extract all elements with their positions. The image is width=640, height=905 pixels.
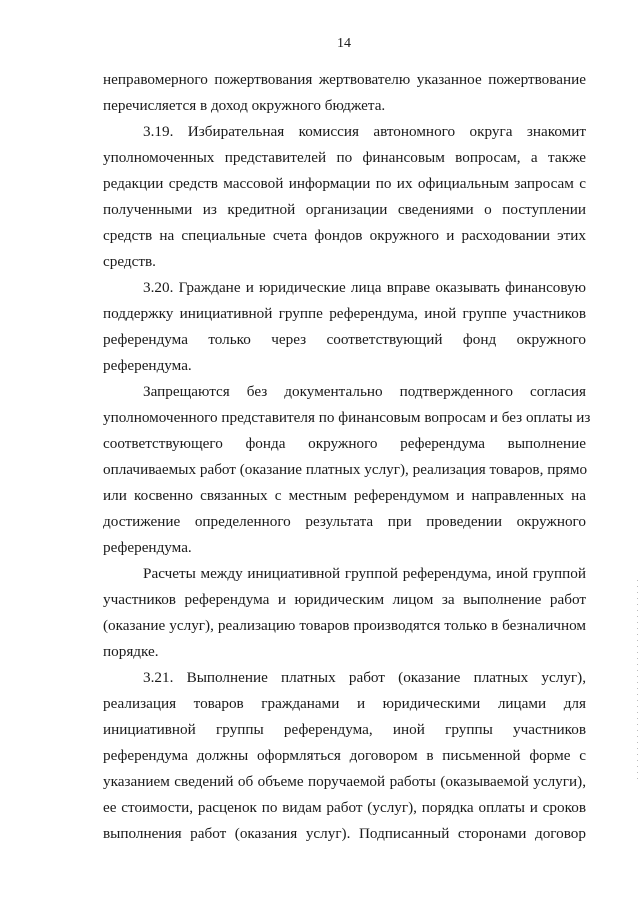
text-line: участников референдума и юридическим лицом за выполнение работ xyxy=(103,591,586,608)
scan-edge-artifact xyxy=(637,580,638,780)
text-line: референдума. xyxy=(103,539,192,556)
text-line: Запрещаются без документально подтвержденного согласия xyxy=(143,383,586,400)
text-line: указанием сведений об объеме поручаемой работы (оказываемой услуги), xyxy=(103,773,586,790)
text-line: 3.20. Граждане и юридические лица вправе оказывать финансовую xyxy=(143,279,586,296)
text-line: средств на специальные счета фондов окружного и расходовании этих xyxy=(103,227,586,244)
text-line: 3.21. Выполнение платных работ (оказание платных услуг), xyxy=(143,669,586,686)
text-line: редакции средств массовой информации по их официальным запросам с xyxy=(103,175,586,192)
text-line: референдума должны оформляться договором в письменной форме с xyxy=(103,747,586,764)
paragraph xyxy=(103,561,586,665)
text-line: реализация товаров гражданами и юридическими лицами для xyxy=(103,695,586,712)
page-number: 14 xyxy=(337,36,351,51)
document-body xyxy=(103,67,591,847)
text-line: или косвенно связанных с местным референдумом и направленных на xyxy=(103,487,586,504)
text-line: 3.19. Избирательная комиссия автономного округа знакомит xyxy=(143,123,586,140)
text-line: уполномоченных представителей по финансовым вопросам, а также xyxy=(103,149,586,166)
paragraph xyxy=(103,665,586,847)
text-line: средств. xyxy=(103,253,156,270)
paragraph xyxy=(103,67,586,119)
text-line: Расчеты между инициативной группой референдума, иной группой xyxy=(143,565,586,582)
text-line: уполномоченного представителя по финансовым вопросам и без оплаты из xyxy=(103,409,591,426)
paragraph xyxy=(103,275,586,379)
text-line: достижение определенного результата при проведении окружного xyxy=(103,513,586,530)
text-line: референдума только через соответствующий фонд окружного xyxy=(103,331,586,348)
text-line: ее стоимости, расценок по видам работ (услуг), порядка оплаты и сроков xyxy=(103,799,586,816)
text-line: инициативной группы референдума, иной группы участников xyxy=(103,721,586,738)
text-line: поддержку инициативной группе референдума, иной группе участников xyxy=(103,305,586,322)
text-line: выполнения работ (оказания услуг). Подписанный сторонами договор xyxy=(103,825,586,842)
text-line: порядке. xyxy=(103,643,159,660)
text-line: неправомерного пожертвования жертвователю указанное пожертвование xyxy=(103,71,586,88)
text-line: перечисляется в доход окружного бюджета. xyxy=(103,97,386,114)
paragraph xyxy=(103,379,591,561)
text-line: (оказание услуг), реализацию товаров производятся только в безналичном xyxy=(103,617,586,634)
text-line: полученными из кредитной организации сведениями о поступлении xyxy=(103,201,586,218)
text-line: оплачиваемых работ (оказание платных услуг), реализация товаров, прямо xyxy=(103,461,588,478)
paragraph xyxy=(103,119,586,275)
text-line: соответствующего фонда окружного референдума выполнение xyxy=(103,435,586,452)
text-line: референдума. xyxy=(103,357,192,374)
